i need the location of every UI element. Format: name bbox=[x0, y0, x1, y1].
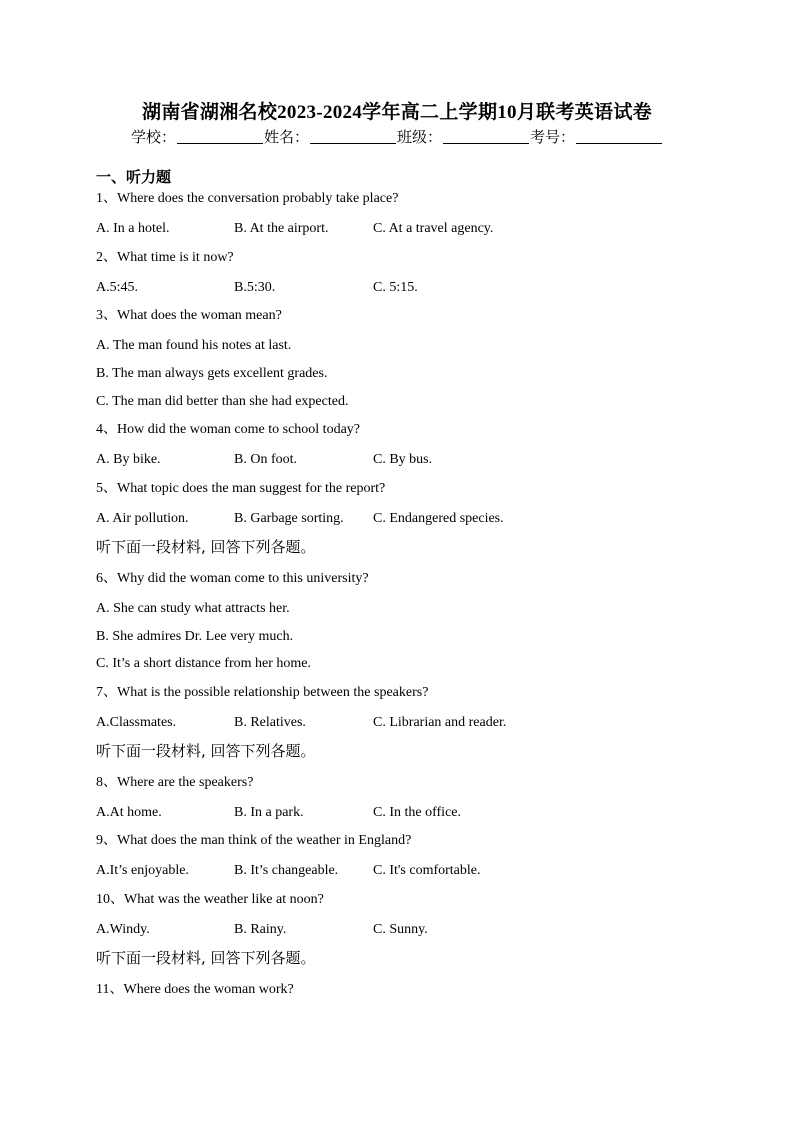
option-a: A.At home. bbox=[96, 805, 162, 820]
question-10: 10、What was the weather like at noon? bbox=[96, 892, 324, 907]
option-a: A.It’s enjoyable. bbox=[96, 863, 189, 878]
option-a: A. She can study what attracts her. bbox=[96, 601, 290, 616]
student-info-row bbox=[0, 126, 794, 147]
option-b: B. Rainy. bbox=[234, 922, 287, 937]
option-a: A.Windy. bbox=[96, 922, 150, 937]
option-b: B. The man always gets excellent grades. bbox=[96, 366, 328, 381]
question-7: 7、What is the possible relationship between the speakers? bbox=[96, 685, 429, 700]
option-a: A. The man found his notes at last. bbox=[96, 338, 292, 353]
name-label: 姓名： bbox=[263, 130, 309, 146]
option-b: B. In a park. bbox=[234, 805, 304, 820]
listening-instruction: 听下面一段材料, 回答下列各题。 bbox=[96, 949, 316, 967]
listening-instruction: 听下面一段材料, 回答下列各题。 bbox=[96, 742, 316, 760]
option-a: A. By bike. bbox=[96, 452, 161, 467]
option-c: C. It's comfortable. bbox=[373, 863, 481, 878]
option-b: B. Relatives. bbox=[234, 715, 306, 730]
name-blank bbox=[310, 129, 396, 144]
class-label: 班级： bbox=[397, 130, 443, 146]
question-3: 3、What does the woman mean? bbox=[96, 308, 282, 323]
option-b: B. Garbage sorting. bbox=[234, 511, 344, 526]
question-11: 11、Where does the woman work? bbox=[96, 982, 294, 997]
option-c: C. It’s a short distance from her home. bbox=[96, 656, 312, 671]
option-b: B. She admires Dr. Lee very much. bbox=[96, 629, 294, 644]
section-title: 一、听力题 bbox=[96, 170, 172, 186]
option-b: B. At the airport. bbox=[234, 221, 329, 236]
option-a: A. Air pollution. bbox=[96, 511, 189, 526]
option-c: C. At a travel agency. bbox=[373, 221, 494, 236]
question-8: 8、Where are the speakers? bbox=[96, 775, 254, 790]
option-c: C. Endangered species. bbox=[373, 511, 504, 526]
number-blank bbox=[576, 129, 662, 144]
option-c: C. The man did better than she had expected. bbox=[96, 394, 349, 409]
school-blank bbox=[177, 129, 263, 144]
option-c: C. Sunny. bbox=[373, 922, 428, 937]
question-9: 9、What does the man think of the weather in England? bbox=[96, 833, 412, 848]
school-label: 学校： bbox=[130, 130, 176, 146]
question-1: 1、Where does the conversation probably take place? bbox=[96, 191, 399, 206]
option-c: C. By bus. bbox=[373, 452, 433, 467]
option-c: C. In the office. bbox=[373, 805, 461, 820]
question-2: 2、What time is it now? bbox=[96, 250, 234, 265]
option-a: A.Classmates. bbox=[96, 715, 177, 730]
number-label: 考号： bbox=[530, 130, 576, 146]
class-blank bbox=[443, 129, 529, 144]
listening-instruction: 听下面一段材料, 回答下列各题。 bbox=[96, 538, 316, 556]
exam-title: 湖南省湖湘名校2023-2024学年高二上学期10月联考英语试卷 bbox=[142, 102, 652, 123]
question-4: 4、How did the woman come to school today? bbox=[96, 422, 361, 437]
option-b: B. It’s changeable. bbox=[234, 863, 339, 878]
question-5: 5、What topic does the man suggest for the report? bbox=[96, 481, 386, 496]
option-c: C. Librarian and reader. bbox=[373, 715, 507, 730]
option-b: B.5:30. bbox=[234, 280, 276, 295]
question-6: 6、Why did the woman come to this university? bbox=[96, 571, 369, 586]
option-a: A.5:45. bbox=[96, 280, 138, 295]
option-a: A. In a hotel. bbox=[96, 221, 170, 236]
option-b: B. On foot. bbox=[234, 452, 297, 467]
option-c: C. 5:15. bbox=[373, 280, 418, 295]
